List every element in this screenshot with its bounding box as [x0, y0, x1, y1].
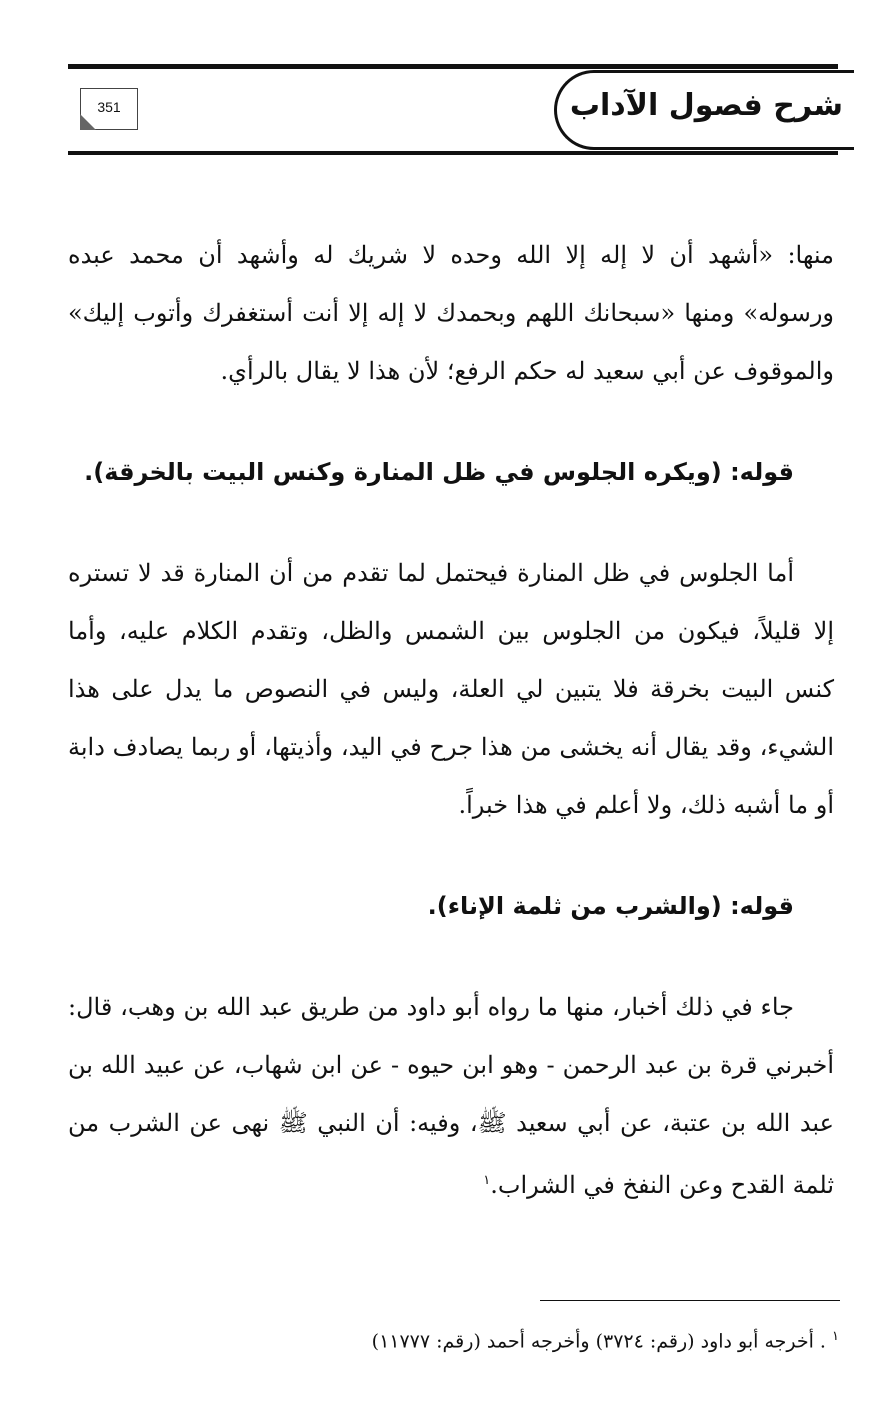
- header-top-rule: [68, 64, 838, 69]
- page-number-box: [80, 88, 138, 130]
- page-curl-icon: [80, 114, 96, 130]
- header-bottom-rule: [68, 151, 838, 155]
- footnote-separator: [540, 1300, 840, 1301]
- footnote: [372, 1322, 839, 1356]
- footnote-reference: ١: [483, 1173, 491, 1188]
- section-heading-1: قوله: (ويكره الجلوس في ظل المنارة وكنس البيت بالخرقة).: [84, 458, 794, 486]
- section-heading-2: قوله: (والشرب من ثلمة الإناء).: [427, 892, 794, 920]
- page-body: [68, 226, 834, 1214]
- book-title: شرح فصول الآداب: [569, 88, 843, 123]
- page-number: 351: [97, 99, 121, 115]
- footnote-text: . أخرجه أبو داود (رقم: ٣٧٢٤) وأخرجه أحمد (رقم: ١١٧٧٧): [371, 1330, 826, 1353]
- paragraph-3-text: جاء في ذلك أخبار، منها ما رواه أبو داود من طريق عبد الله بن وهب، قال: أخبرني قرة بن عبد الرحمن - وهو ابن حيوه - عن ابن شهاب، عن عبيد الله بن عبد الله بن عتبة، عن أبي سعيد ﷺ، وفيه: أن النبي ﷺ نهى عن الشرب من ثلمة القدح وعن النفخ في الشراب.: [68, 993, 834, 1199]
- paragraph-1: منها: «أشهد أن لا إله إلا الله وحده لا شريك له وأشهد أن محمد عبده ورسوله» ومنها «سبحانك اللهم وبحمدك لا إله إلا أنت أستغفرك وأتوب إليك» والموقوف عن أبي سعيد له حكم الرفع؛ لأن هذا لا يقال بالرأي.: [68, 241, 834, 385]
- footnote-marker: ١: [832, 1329, 839, 1344]
- paragraph-3: [68, 978, 834, 1214]
- paragraph-2: أما الجلوس في ظل المنارة فيحتمل لما تقدم من أن المنارة قد لا تستره إلا قليلاً، فيكون من الجلوس بين الشمس والظل، وتقدم الكلام عليه، وأما كنس البيت بخرقة فلا يتبين لي العلة، وليس في النصوص ما يدل على هذا الشيء، وقد يقال أنه يخشى من هذا جرح في اليد، وأذيتها، أو ربما يصادف دابة أو ما أشبه ذلك، ولا أعلم في هذا خبراً.: [68, 559, 834, 819]
